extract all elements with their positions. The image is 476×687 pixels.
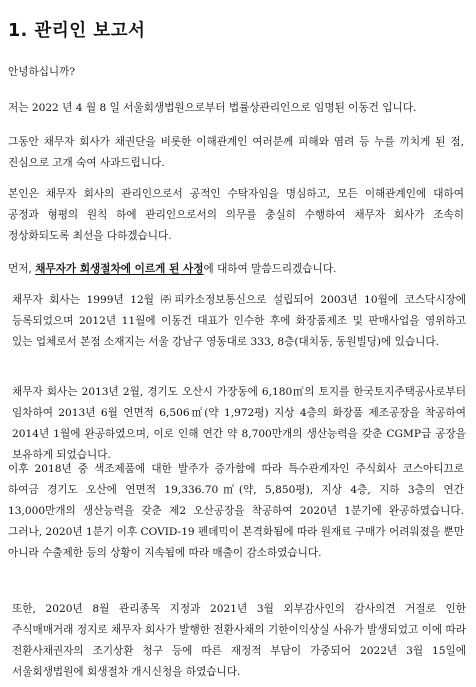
circumstances-suffix: 에 대하여 말씀드리겠습니다. [203,263,337,275]
pledge-paragraph: 본인은 채무자 회사의 관리인으로서 공적인 수탁자임을 명심하고, 모든 이해관계인에 대하여 공정과 형평의 원칙 하에 관리인으로서의 의무를 충실히 수행하여 채무자 회사가 조속히 정상화되도록 최선을 다하겠습니다. [8,188,464,242]
rehabilitation-filing-paragraph: 또한, 2020년 8월 관리종목 지정과 2021년 3월 외부감사인의 감사의견 거절로 인한 주식매매거래 정지로 채무자 회사가 발행한 전환사채의 기한이익상실 사유가 발생되었고 이에 따라 전환사채권자의 조기상환 청구 등에 따른 재정적 부담이 가중되어 2022년 3월 15일에 서울회생법원에 회생절차 개시신청을 하였습니다. [12,603,466,678]
introduction-paragraph: 저는 2022 년 4 월 8 일 서울회생법원으로부터 법률상관리인으로 임명된 이동건 입니다. [8,102,417,114]
factory-history-paragraph: 채무자 회사는 2013년 2월, 경기도 오산시 가장동에 6,180㎡의 토지를 한국토지주택공사로부터 임차하여 2013년 6월 연면적 6,506㎡(약 1,972평) 지상 4층의 화장품 제조공장을 착공하여 2014년 1월에 완공하였으며, 이로 인해 연간 약 8,700만개의 생산능력을 갖춘 CGMP급 공장을 보유하게 되었습니다. [12,386,466,461]
circumstances-intro-paragraph [8,259,464,280]
company-history-paragraph: 채무자 회사는 1999년 12월 ㈜피카소정보통신으로 설립되어 2003년 10월에 코스닥시장에 등록되었으며 2012년 11월에 이동건 대표가 인수한 후에 화장품제조 및 판매사업을 영위하고 있는 업체로서 본점 소재지는 서울 강남구 영동대로 333, 8층(대치동, 동원빌딩)에 있습니다. [12,294,466,348]
circumstances-prefix: 먼저, [8,263,36,275]
report-title: 1. 관리인 보고서 [8,21,146,41]
greeting-paragraph: 안녕하십니까? [8,66,76,78]
second-factory-paragraph: 이후 2018년 중 색조제품에 대한 발주가 증가함에 따라 특수관계자인 주식회사 코스아티끄로 하여금 경기도 오산에 연면적 19,336.70㎡(약, 5,850평), 지상 4층, 지하 3층의 연간 13,000만개의 생산능력을 갖춘 제2 오산공장을 착공하여 2020년 1분기에 완공하였습니다. 그러나, 2020년 1분기 이후 COVID-19 펜데믹이 본격화됨에 따라 원재료 구매가 어려워졌을 뿐만 아니라 수출제한 등의 상황이 지속됨에 따라 매출이 감소하였습니다. [8,463,464,559]
circumstances-emphasis: 채무자가 회생절차에 이르게 된 사정 [35,263,204,275]
apology-paragraph: 그동안 채무자 회사가 채권단을 비롯한 이해관계인 여러분께 피해와 염려 등 누를 끼치게 된 점, 진심으로 고개 숙여 사과드립니다. [8,136,464,169]
